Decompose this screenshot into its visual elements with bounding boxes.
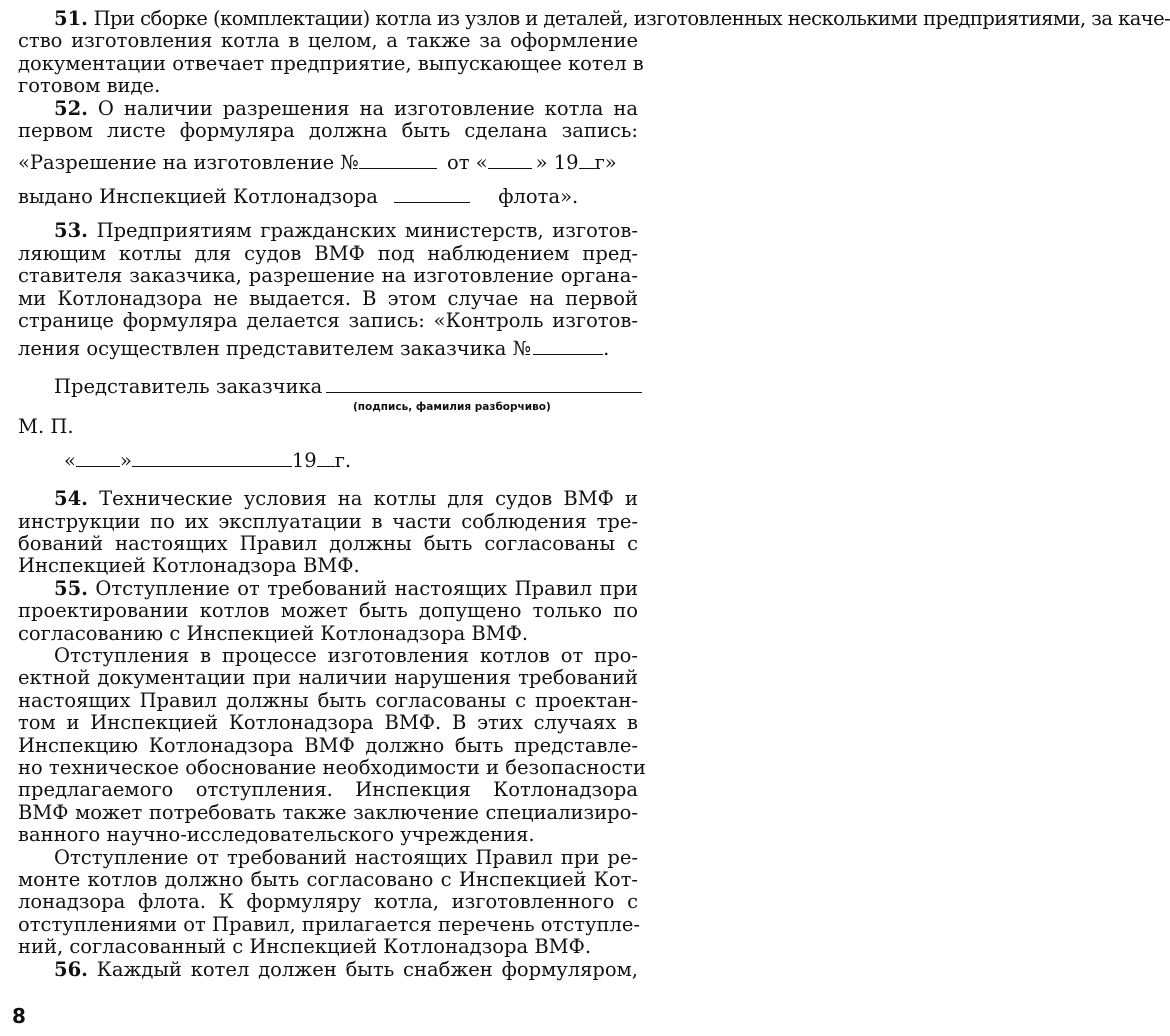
paragraph-55-deviations <box>18 644 646 847</box>
text-line: ляющим котлы для судов ВМФ под наблюдением пред- <box>18 241 638 265</box>
text-line: инструкции по их эксплуатации в части соблюдения тре- <box>18 509 638 533</box>
text-span: При сборке (комплектации) котла из узлов и деталей, изготовленных несколькими предприятиями, за каче- <box>87 7 1170 30</box>
text-line <box>18 220 638 242</box>
blank-field <box>359 154 437 169</box>
text-line: но техническое обоснование необходимости и безопасности <box>18 755 646 779</box>
text-line <box>18 7 1170 30</box>
text-line: ектной документации при наличии нарушения требований <box>18 666 638 690</box>
form-line <box>18 152 638 176</box>
text-line: ванного научно-исследовательского учреждения. <box>18 823 535 847</box>
text-line: монте котлов должно быть согласовано с Инспекцией Кот- <box>18 867 638 891</box>
paragraph-54 <box>18 488 638 578</box>
text-line: Инспекцией Котлонадзора ВМФ. <box>18 554 360 578</box>
text-line: документации отвечает предприятие, выпускающее котел в <box>18 51 644 75</box>
signature-field <box>326 378 642 393</box>
text-line: ВМФ может потребовать также заключение специализиро- <box>18 800 638 824</box>
signature-label: Представитель заказчика <box>54 375 323 399</box>
text-line: готовом виде. <box>18 74 161 98</box>
form-text: от « <box>446 151 488 175</box>
document-page <box>18 7 1170 981</box>
paragraph-51 <box>18 7 1170 98</box>
form-text: выдано Инспекцией Котлонадзора <box>18 185 378 209</box>
text-line: Отступление от требований настоящих Правил при ре- <box>54 845 638 869</box>
text-line <box>18 488 638 510</box>
blank-field <box>76 452 120 467</box>
date-text: « <box>64 449 76 473</box>
page-number: 8 <box>12 1004 26 1028</box>
paragraph-52 <box>18 98 638 143</box>
clause-number: 51. <box>54 7 88 30</box>
text-line <box>18 98 638 120</box>
text-span: ления осуществлен представителем заказчика № <box>18 337 532 361</box>
blank-field <box>394 188 470 203</box>
text-line: Отступления в процессе изготовления котлов от про- <box>54 644 638 668</box>
clause-number: 55. <box>54 576 88 600</box>
form-text: г» <box>594 151 617 175</box>
text-line: ставителя заказчика, разрешение на изготовление органа- <box>18 264 638 288</box>
text-line: ления осуществлен представителем заказчика № . <box>18 337 610 361</box>
form-text: флота». <box>498 185 579 209</box>
text-span: Технические условия на котлы для судов ВМФ и <box>87 487 638 511</box>
paragraph-55 <box>18 578 638 645</box>
paragraph-53 <box>18 220 638 362</box>
paragraph-55-repair <box>18 845 641 959</box>
text-line <box>18 959 638 981</box>
clause-number: 56. <box>54 957 88 981</box>
text-line: ний, согласованный с Инспекцией Котлонадзора ВМФ. <box>18 935 592 959</box>
text-line: том и Инспекцией Котлонадзора ВМФ. В этих случаях в <box>18 711 638 735</box>
text-line <box>18 578 638 600</box>
text-line: бований настоящих Правил должны быть согласованы с <box>18 532 638 556</box>
date-text: 19 <box>291 449 317 473</box>
text-span: Предприятиям гражданских министерств, изготов- <box>87 219 638 243</box>
text-span: О наличии разрешения на изготовление котла на <box>87 96 638 120</box>
blank-field <box>317 452 335 467</box>
text-line: отступлениями от Правил, прилагается перечень отступле- <box>18 912 641 936</box>
clause-number: 54. <box>54 487 88 511</box>
form-line <box>18 186 638 210</box>
text-line: проектировании котлов может быть допущено только по <box>18 599 638 623</box>
signature-caption: (подпись, фамилия разборчиво) <box>353 401 551 414</box>
text-line: согласованию с Инспекцией Котлонадзора ВМФ. <box>18 621 529 645</box>
blank-field <box>579 154 595 169</box>
date-line <box>18 448 638 474</box>
date-text: » <box>119 449 132 473</box>
text-line: лонадзора флота. К формуляру котла, изготовленного с <box>18 890 638 914</box>
text-line: предлагаемого отступления. Инспекция Котлонадзора <box>18 778 638 802</box>
text-span: Каждый котел должен быть снабжен формуляром, <box>87 957 638 981</box>
form-text: «Разрешение на изготовление № <box>18 151 359 175</box>
blank-field <box>132 452 292 467</box>
clause-number: 52. <box>54 96 88 120</box>
form-text: » 19 <box>535 151 579 175</box>
signature-line <box>18 376 638 400</box>
text-line: ство изготовления котла в целом, а также за оформление <box>18 29 638 53</box>
text-line: настоящих Правил должны быть согласованы с проектан- <box>18 688 638 712</box>
text-line: первом листе формуляра должна быть сделана запись: <box>18 118 638 142</box>
clause-number: 53. <box>54 219 88 243</box>
signature-block <box>18 376 638 474</box>
date-text: г. <box>334 449 352 473</box>
blank-field <box>488 154 532 169</box>
text-span: Отступление от требований настоящих Правил при <box>87 576 638 600</box>
text-line: странице формуляра делается запись: «Контроль изготов- <box>18 308 638 332</box>
paragraph-56 <box>18 959 638 981</box>
blank-field <box>533 340 603 355</box>
permit-form <box>18 152 638 210</box>
text-line: Инспекцию Котлонадзора ВМФ должно быть представле- <box>18 733 638 757</box>
seal-mark: М. П. <box>18 415 74 439</box>
text-line: ми Котлонадзора не выдается. В этом случае на первой <box>18 286 638 310</box>
